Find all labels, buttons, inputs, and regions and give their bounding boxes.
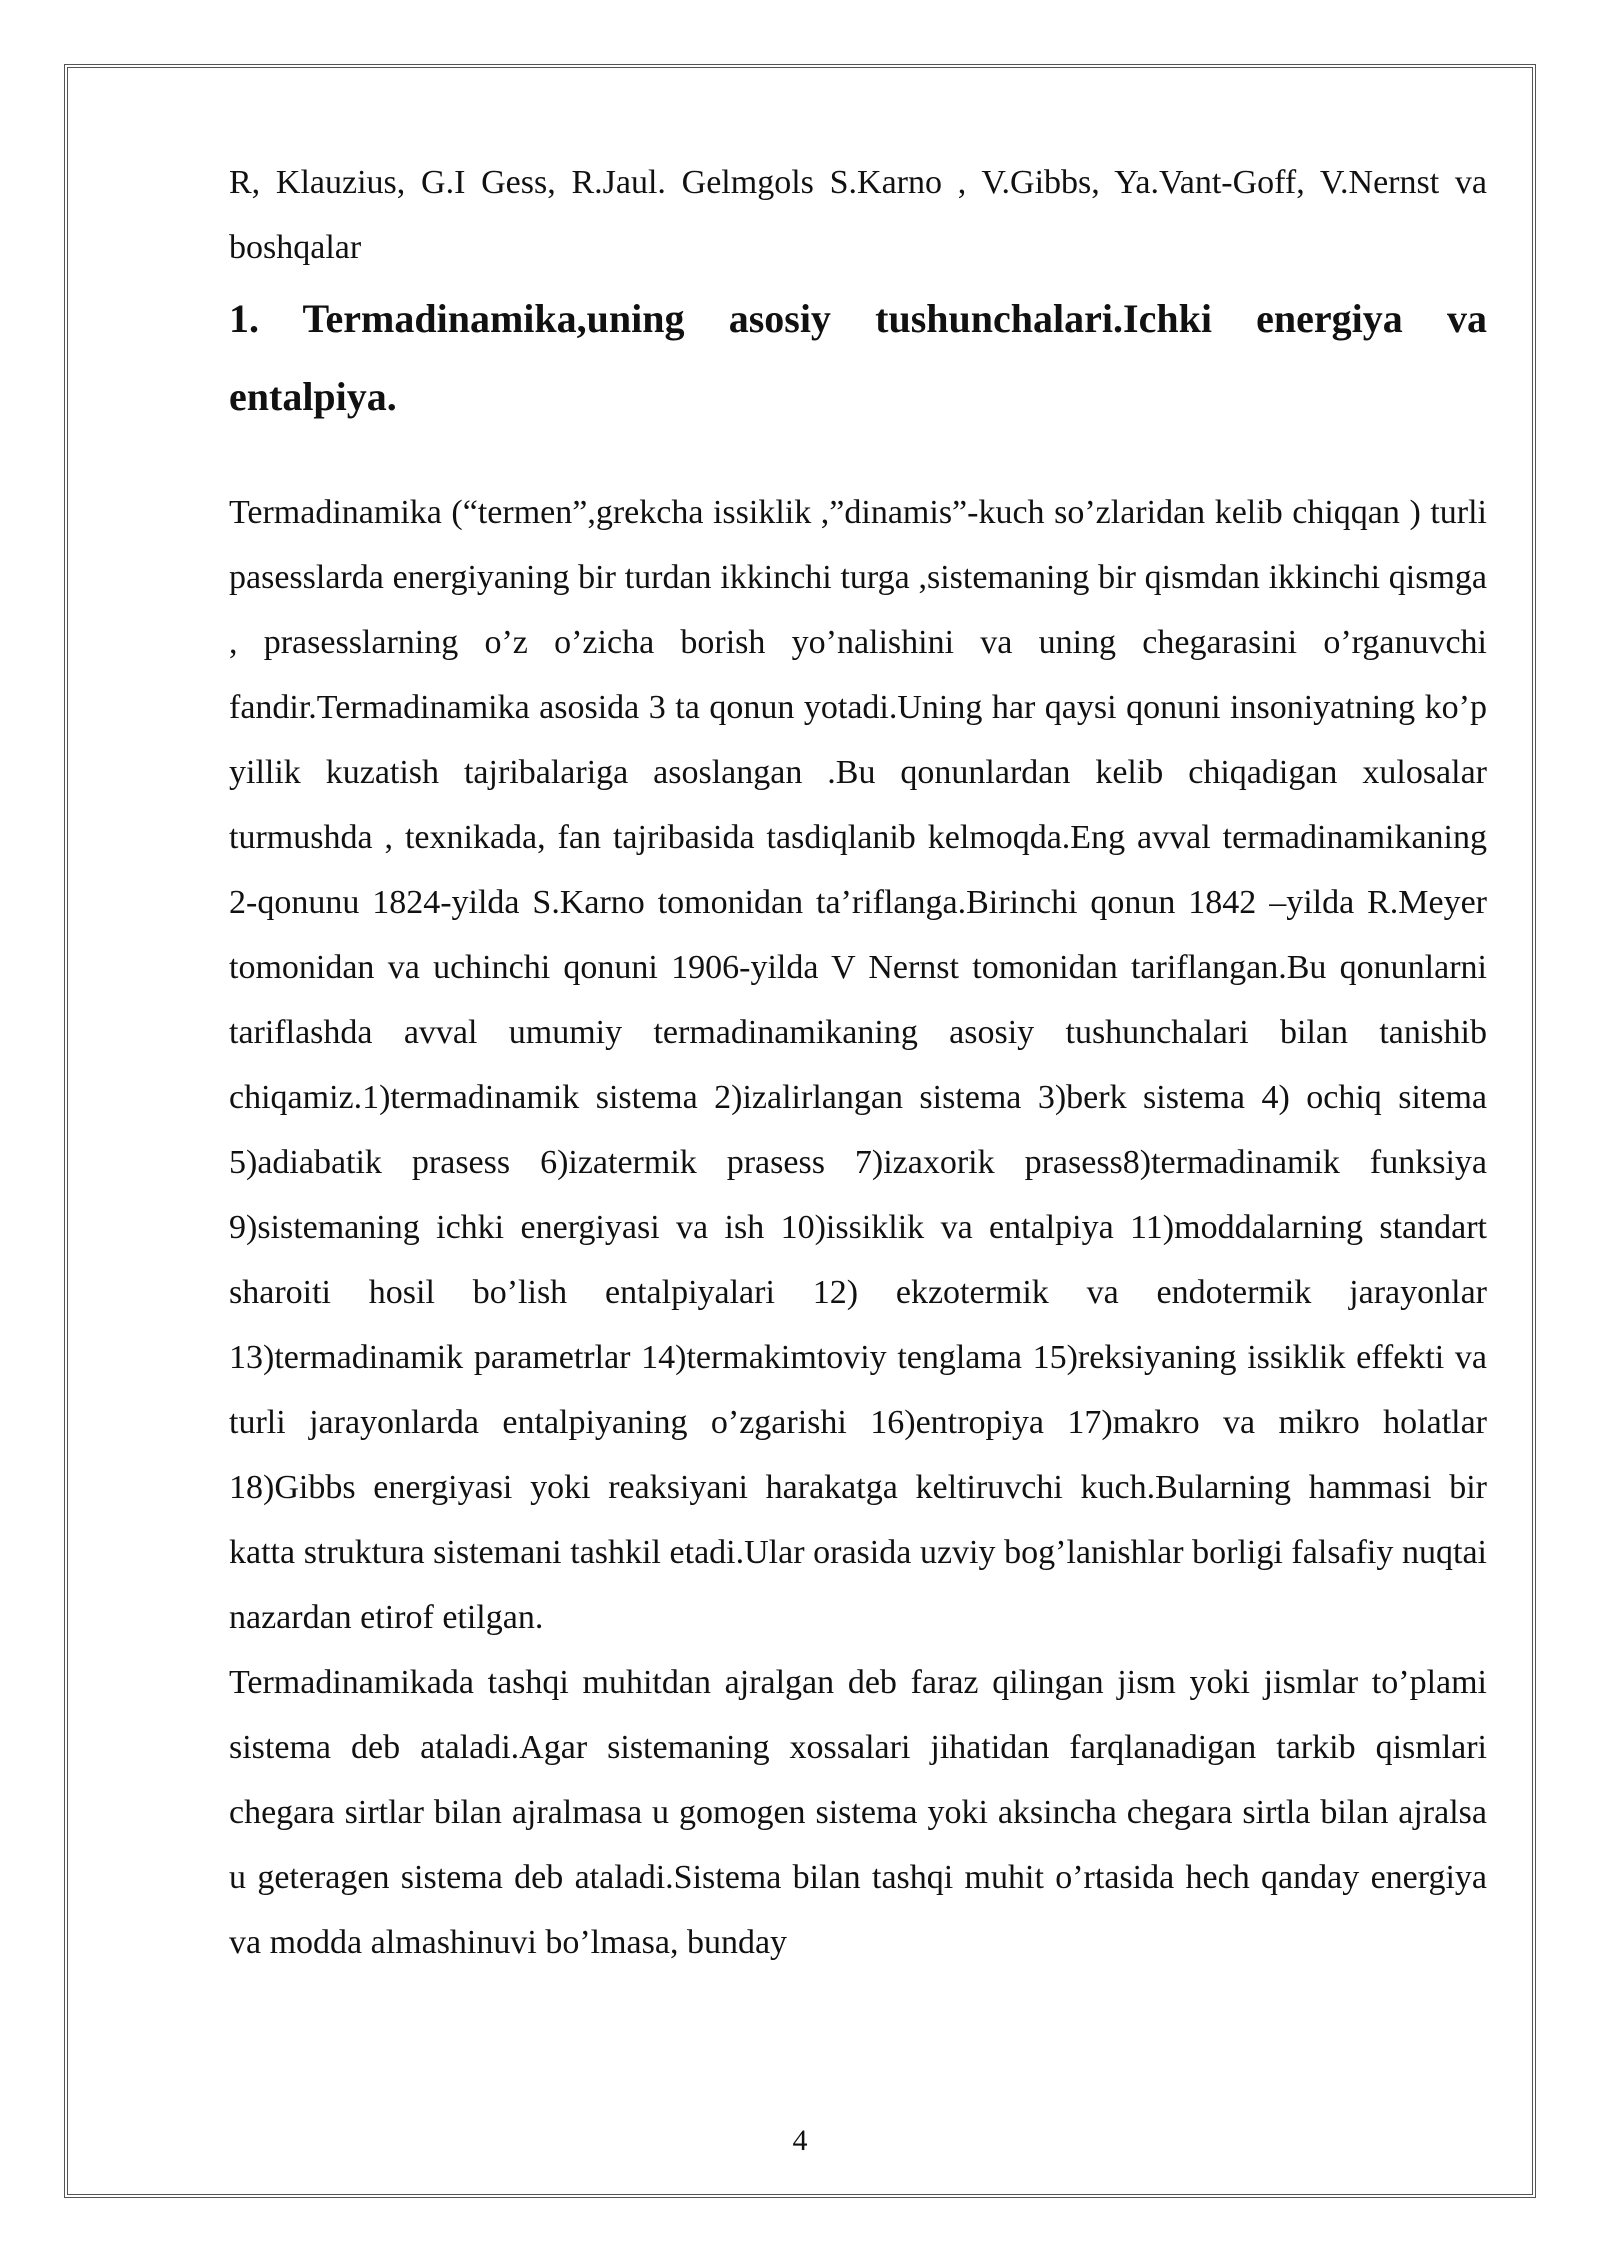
page-number: 4: [792, 2124, 808, 2157]
document-body: [229, 150, 1487, 1975]
spacer: [229, 436, 1487, 480]
body-paragraph-2: Termadinamikada tashqi muhitdan ajralgan deb faraz qilingan jism yoki jismlar to’plami sistema deb ataladi.Agar sistemaning xossalari jihatidan farqlanadigan tarkib qismlari chegara sirtlar bilan ajralmasa u gomogen sistema yoki aksincha chegara sirtla bilan ajralsa u geteragen sistema deb ataladi.Sistema bilan tashqi muhit o’rtasida hech qanday energiya va modda almashinuvi bo’lmasa, bunday: [229, 1664, 1487, 1961]
section-heading: 1. Termadinamika,uning asosiy tushunchalari.Ichki energiya va entalpiya.: [229, 296, 1487, 419]
body-paragraph-1: Termadinamika (“termen”,grekcha issiklik ,”dinamis”-kuch so’zlaridan kelib chiqqan ) turli pasesslarda energiyaning bir turdan ikkinchi turga ,sistemaning bir qismdan ikkinchi qismga , prasesslarning o’z o’zicha borish yo’nalishini va uning chegarasini o’rganuvchi fandir.Termadinamika asosida 3 ta qonun yotadi.Uning har qaysi qonuni insoniyatning ko’p yillik kuzatish tajribalariga asoslangan .Bu qonunlardan kelib chiqadigan xulosalar turmushda , texnikada, fan tajribasida tasdiqlanib kelmoqda.Eng avval termadinamikaning 2-qonunu 1824-yilda S.Karno tomonidan ta’riflanga.Birinchi qonun 1842 –yilda R.Meyer tomonidan va uchinchi qonuni 1906-yilda V Nernst tomonidan tariflangan.Bu qonunlarni tariflashda avval umumiy termadinamikaning asosiy tushunchalari bilan tanishib chiqamiz.1)termadinamik sistema 2)izalirlangan sistema 3)berk sistema 4) ochiq sitema 5)adiabatik prasess 6)izatermik prasess 7)izaxorik prasess8)termadinamik funksiya 9)sistemaning ichki energiyasi va ish 10)issiklik va entalpiya 11)moddalarning standart sharoiti hosil bo’lish entalpiyalari 12) ekzotermik va endotermik jarayonlar 13)termadinamik parametrlar 14)termakimtoviy tenglama 15)reksiyaning issiklik effekti va turli jarayonlarda entalpiyaning o’zgarishi 16)entropiya 17)makro va mikro holatlar 18)Gibbs energiyasi yoki reaksiyani harakatga keltiruvchi kuch.Bularning hammasi bir katta struktura sistemani tashkil etadi.Ular orasida uzviy bog’lanishlar borligi falsafiy nuqtai nazardan etirof etilgan.: [229, 494, 1487, 1636]
intro-paragraph: R, Klauzius, G.I Gess, R.Jaul. Gelmgols S.Karno , V.Gibbs, Ya.Vant-Goff, V.Nernst va boshqalar: [229, 164, 1487, 266]
